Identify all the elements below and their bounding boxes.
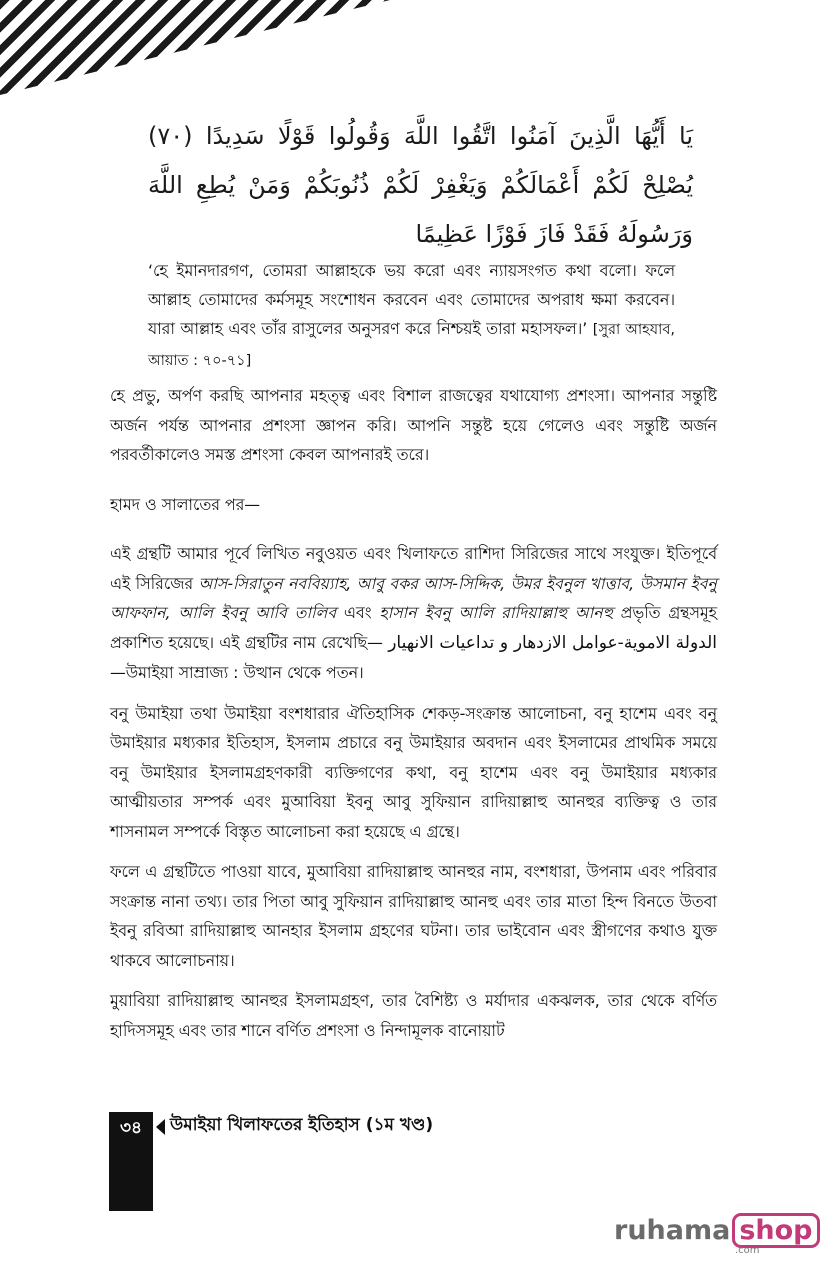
verse-reference: [সুরা আহযাব, আয়াত : ৭০-৭১]: [148, 322, 676, 369]
series-text-d: —উমাইয়া সাম্রাজ্য : উত্থান থেকে পতন।: [110, 663, 364, 682]
paragraph-series: [110, 539, 717, 688]
triangle-left-icon: [156, 1119, 165, 1135]
ruhama-shop-logo: [614, 1213, 820, 1248]
paragraph-virtues: মুয়াবিয়া রাদিয়াল্লাহু আনহুর ইসলামগ্রহণ, তার বৈশিষ্ট্য ও মর্যাদার একঝলক, তার থেকে বর্ণিত হাদিসসমূহ এবং তার শানে বর্ণিত প্রশংসা ও নিন্দামূলক বানোয়াট: [110, 991, 717, 1040]
page-number: ৩৪: [119, 1118, 143, 1138]
series-titles: আস-সিরাতুন নববিয়্যাহ, আবু বকর আস-সিদ্দিক, উমর ইবনুল খাত্তাব, উসমান ইবনু আফফান, আলি ইবনু আবি তালিব: [110, 573, 717, 622]
paragraph-family: ফলে এ গ্রন্থটিতে পাওয়া যাবে, মুআবিয়া রাদিয়াল্লাহু আনহুর নাম, বংশধারা, উপনাম এবং পরিবার সংক্রান্ত নানা তথ্য। তার পিতা আবু সুফিয়ান রাদিয়াল্লাহু আনহু এবং তার মাতা হিন্দ বিনতে উতবা ইবনু রবিআ রাদিয়াল্লাহু আনহার ইসলাম গ্রহণের ঘটনা। তার ভাইবোন এবং স্ত্রীগণের কথাও যুক্ত থাকবে আলোচনায়।: [110, 862, 717, 970]
corner-stripes-decoration: [0, 0, 390, 95]
paragraph-hamd: হামদ ও সালাতের পর—: [110, 494, 261, 514]
running-book-title: উমাইয়া খিলাফতের ইতিহাস (১ম খণ্ড): [170, 1115, 434, 1135]
brand-shop: shop: [732, 1213, 819, 1248]
quran-verse-arabic: يَا أَيُّهَا الَّذِينَ آمَنُوا اتَّقُوا اللَّهَ وَقُولُوا قَوْلًا سَدِيدًا (٧٠) يُصْلِحْ لَكُمْ أَعْمَالَكُمْ وَيَغْفِرْ لَكُمْ ذُنُوبَكُمْ وَمَنْ يُطِعِ اللَّهَ وَرَسُولَهُ فَقَدْ فَازَ فَوْزًا عَظِيمًا: [148, 122, 693, 248]
main-body-text: [110, 381, 717, 1045]
series-text-b: এবং: [336, 603, 380, 622]
paragraph-praise: হে প্রভু, অর্পণ করছি আপনার মহত্ত্ব এবং বিশাল রাজত্বের যথাযোগ্য প্রশংসা। আপনার সন্তুষ্টি অর্জন পর্যন্ত আপনার প্রশংসা জ্ঞাপন করি। আপনি সন্তুষ্ট হয়ে গেলেও এবং সন্তুষ্টি অর্জন পরবর্তীকালেও সমস্ত প্রশংসা কেবল আপনারই তরে।: [110, 386, 717, 464]
arabic-book-title: الدولة الاموية-عوامل الازدهار و تداعيات الانهيار: [388, 632, 717, 653]
brand-name: ruhama: [614, 1215, 731, 1246]
series-title-last: হাসান ইবনু আলি রাদিয়াল্লাহু আনহু: [379, 603, 613, 622]
series-text-c: প্রভৃতি গ্রন্থসমূহ প্রকাশিত হয়েছে। এই গ্রন্থটির নাম রেখেছি—: [110, 603, 717, 652]
series-text-a: এই গ্রন্থটি আমার পূর্বে লিখিত নবুওয়ত এবং খিলাফতে রাশিদা সিরিজের সাথে সংযুক্ত। ইতিপূর্বে এই সিরিজের: [110, 544, 717, 593]
translation-text: ‘হে ইমানদারগণ, তোমরা আল্লাহকে ভয় করো এবং ন্যায়সংগত কথা বলো। ফলে আল্লাহ তোমাদের কর্মসমূহ সংশোধন করবেন এবং তোমাদের অপরাধ ক্ষমা করবেন। যারা আল্লাহ এবং তাঁর রাসুলের অনুসরণ করে নিশ্চয়ই তারা মহাসফল।’: [148, 261, 675, 338]
paragraph-history: বনু উমাইয়া তথা উমাইয়া বংশধারার ঐতিহাসিক শেকড়-সংক্রান্ত আলোচনা, বনু হাশেম এবং বনু উমাইয়ার মধ্যকার ইতিহাস, ইসলাম প্রচারে বনু উমাইয়ার অবদান এবং ইসলামের প্রাথমিক সময়ে বনু উমাইয়ার ইসলামগ্রহণকারী ব্যক্তিগণের কথা, বনু হাশেম এবং বনু উমাইয়ার মধ্যকার আত্মীয়তার সম্পর্ক এবং মুআবিয়া ইবনু আবু সুফিয়ান রাদিয়াল্লাহু আনহুর ব্যক্তিত্ব ও তার শাসনামল সম্পর্কে বিস্তৃত আলোচনা করা হয়েছে এ গ্রন্থে।: [110, 703, 717, 841]
brand-domain: .com: [735, 1245, 760, 1256]
verse-translation: [148, 256, 675, 376]
